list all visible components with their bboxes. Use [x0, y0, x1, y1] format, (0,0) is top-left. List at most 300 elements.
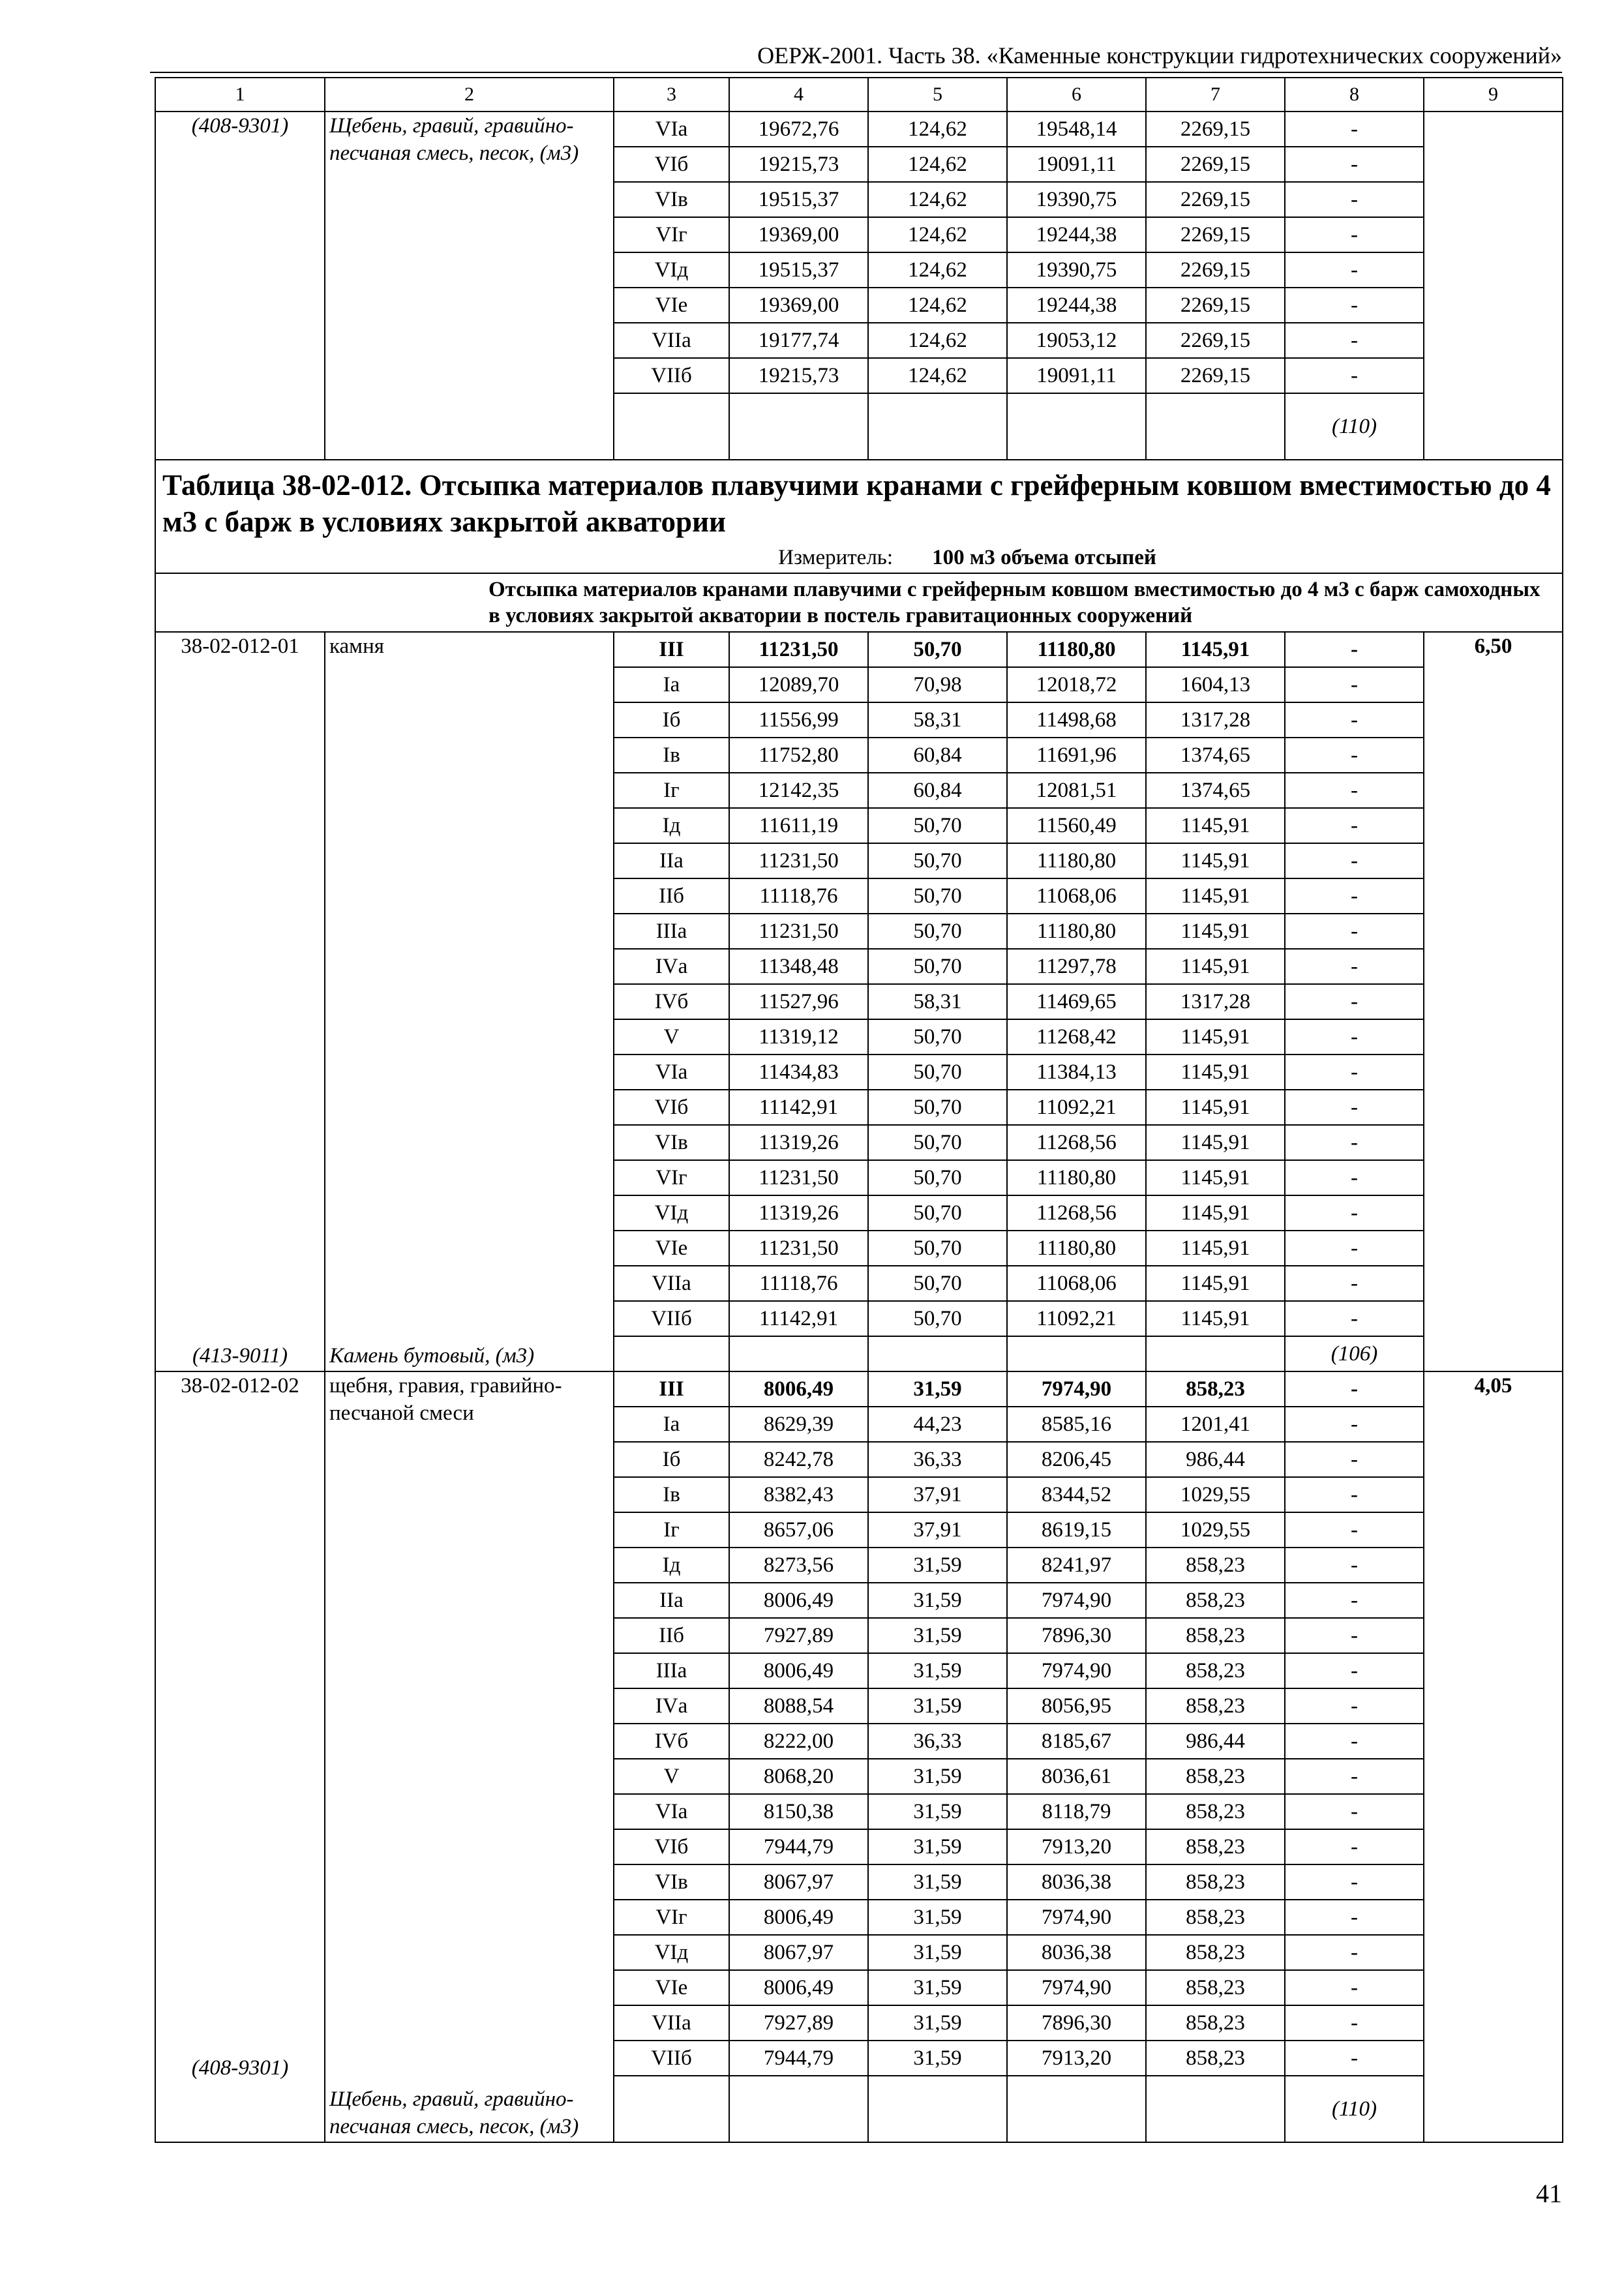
- value-cell: 1145,91: [1146, 1019, 1285, 1055]
- resource-qty: (110): [1285, 2076, 1424, 2142]
- empty-cell: [1007, 393, 1146, 460]
- value-cell: -: [1285, 1935, 1424, 1970]
- value-cell: 124,62: [868, 147, 1007, 182]
- value-cell: 36,33: [868, 1724, 1007, 1759]
- value-cell: 12089,70: [729, 667, 868, 702]
- value-cell: 858,23: [1146, 1548, 1285, 1583]
- rates-table: [155, 77, 1563, 2143]
- value-cell: -: [1285, 1231, 1424, 1266]
- value-cell: 11231,50: [729, 1160, 868, 1195]
- column-number: 3: [614, 78, 729, 112]
- value-cell: V: [614, 1759, 729, 1794]
- empty-cell: [729, 1336, 868, 1371]
- value-cell: 31,59: [868, 1864, 1007, 1900]
- value-cell: 19369,00: [729, 217, 868, 252]
- value-cell: -: [1285, 949, 1424, 984]
- value-cell: VIIа: [614, 1266, 729, 1301]
- value-cell: VIа: [614, 1055, 729, 1090]
- value-cell: VIв: [614, 182, 729, 217]
- table-row: [155, 112, 1563, 147]
- empty-cell: [1007, 2076, 1146, 2142]
- value-cell: 8068,20: [729, 1759, 868, 1794]
- value-cell: 50,70: [868, 843, 1007, 878]
- value-cell: 1145,91: [1146, 843, 1285, 878]
- value-cell: -: [1285, 1090, 1424, 1125]
- value-cell: -: [1285, 288, 1424, 323]
- value-cell: 858,23: [1146, 1688, 1285, 1724]
- value-cell: 8006,49: [729, 1970, 868, 2005]
- value-cell: 858,23: [1146, 1618, 1285, 1653]
- value-cell: -: [1285, 1900, 1424, 1935]
- value-cell: -: [1285, 702, 1424, 738]
- value-cell: 19672,76: [729, 112, 868, 147]
- value-cell: 11268,56: [1007, 1125, 1146, 1160]
- value-cell: 50,70: [868, 1055, 1007, 1090]
- value-cell: 50,70: [868, 949, 1007, 984]
- resource-name: Щебень, гравий, гравийно-песчаная смесь, песок, (м3): [329, 114, 579, 165]
- value-cell: -: [1285, 358, 1424, 393]
- value-cell: VIб: [614, 147, 729, 182]
- value-cell: 31,59: [868, 1794, 1007, 1829]
- col9-cell: 4,05: [1424, 1371, 1563, 2142]
- value-cell: 31,59: [868, 1618, 1007, 1653]
- value-cell: Iв: [614, 738, 729, 773]
- value-cell: 31,59: [868, 1935, 1007, 1970]
- value-cell: -: [1285, 1371, 1424, 1407]
- value-cell: -: [1285, 1266, 1424, 1301]
- value-cell: -: [1285, 1195, 1424, 1231]
- value-cell: -: [1285, 738, 1424, 773]
- value-cell: 8629,39: [729, 1407, 868, 1442]
- value-cell: 8150,38: [729, 1794, 868, 1829]
- value-cell: 2269,15: [1146, 288, 1285, 323]
- value-cell: 7913,20: [1007, 2041, 1146, 2076]
- value-cell: 50,70: [868, 1125, 1007, 1160]
- value-cell: 31,59: [868, 1829, 1007, 1864]
- value-cell: 31,59: [868, 2005, 1007, 2041]
- value-cell: 11556,99: [729, 702, 868, 738]
- value-cell: 1145,91: [1146, 1266, 1285, 1301]
- value-cell: 11231,50: [729, 632, 868, 667]
- value-cell: 858,23: [1146, 2041, 1285, 2076]
- value-cell: 31,59: [868, 1653, 1007, 1688]
- value-cell: 124,62: [868, 323, 1007, 358]
- value-cell: 12081,51: [1007, 773, 1146, 808]
- value-cell: IIб: [614, 878, 729, 914]
- value-cell: IIа: [614, 843, 729, 878]
- value-cell: 1145,91: [1146, 1301, 1285, 1336]
- measure-label: Измеритель:: [778, 546, 894, 569]
- value-cell: -: [1285, 1688, 1424, 1724]
- value-cell: 11691,96: [1007, 738, 1146, 773]
- value-cell: 12142,35: [729, 773, 868, 808]
- value-cell: 50,70: [868, 878, 1007, 914]
- value-cell: IIIа: [614, 914, 729, 949]
- page-number: 41: [1536, 2179, 1562, 2208]
- value-cell: 11752,80: [729, 738, 868, 773]
- empty-cell: [1146, 1336, 1285, 1371]
- value-cell: -: [1285, 1864, 1424, 1900]
- value-cell: -: [1285, 217, 1424, 252]
- value-cell: 8242,78: [729, 1442, 868, 1477]
- value-cell: 50,70: [868, 1195, 1007, 1231]
- value-cell: Iб: [614, 1442, 729, 1477]
- value-cell: 1029,55: [1146, 1477, 1285, 1512]
- value-cell: Iа: [614, 667, 729, 702]
- value-cell: 60,84: [868, 738, 1007, 773]
- value-cell: 1145,91: [1146, 808, 1285, 843]
- value-cell: 31,59: [868, 1970, 1007, 2005]
- value-cell: 11384,13: [1007, 1055, 1146, 1090]
- table-title-block: [155, 460, 1563, 632]
- value-cell: 11180,80: [1007, 1160, 1146, 1195]
- value-cell: 19215,73: [729, 147, 868, 182]
- value-cell: -: [1285, 1794, 1424, 1829]
- value-cell: 1029,55: [1146, 1512, 1285, 1548]
- value-cell: III: [614, 632, 729, 667]
- column-number: 5: [868, 78, 1007, 112]
- value-cell: 1145,91: [1146, 1195, 1285, 1231]
- column-number: 7: [1146, 78, 1285, 112]
- value-cell: V: [614, 1019, 729, 1055]
- value-cell: 8185,67: [1007, 1724, 1146, 1759]
- value-cell: 11142,91: [729, 1301, 868, 1336]
- empty-cell: [614, 1336, 729, 1371]
- value-cell: 12018,72: [1007, 667, 1146, 702]
- value-cell: -: [1285, 1759, 1424, 1794]
- value-cell: -: [1285, 914, 1424, 949]
- value-cell: 8067,97: [729, 1864, 868, 1900]
- value-cell: -: [1285, 1019, 1424, 1055]
- value-cell: 858,23: [1146, 1935, 1285, 1970]
- value-cell: 11297,78: [1007, 949, 1146, 984]
- value-cell: 50,70: [868, 632, 1007, 667]
- value-cell: VIа: [614, 112, 729, 147]
- column-number-row: [155, 78, 1563, 112]
- value-cell: 1145,91: [1146, 949, 1285, 984]
- value-cell: -: [1285, 1829, 1424, 1864]
- value-cell: 60,84: [868, 773, 1007, 808]
- value-cell: Iб: [614, 702, 729, 738]
- value-cell: 11319,26: [729, 1125, 868, 1160]
- value-cell: -: [1285, 1653, 1424, 1688]
- value-cell: VIд: [614, 1195, 729, 1231]
- value-cell: 11180,80: [1007, 843, 1146, 878]
- value-cell: 8056,95: [1007, 1688, 1146, 1724]
- name-cell: [325, 112, 614, 460]
- value-cell: 986,44: [1146, 1724, 1285, 1759]
- value-cell: 58,31: [868, 702, 1007, 738]
- value-cell: 11142,91: [729, 1090, 868, 1125]
- resource-name: Камень бутовый, (м3): [329, 1344, 535, 1368]
- value-cell: Iд: [614, 1548, 729, 1583]
- value-cell: 31,59: [868, 1548, 1007, 1583]
- value-cell: 2269,15: [1146, 182, 1285, 217]
- value-cell: 11611,19: [729, 808, 868, 843]
- value-cell: -: [1285, 632, 1424, 667]
- resource-code: (408-9301): [191, 114, 289, 138]
- value-cell: 1145,91: [1146, 632, 1285, 667]
- value-cell: VIд: [614, 252, 729, 288]
- code-cell: [155, 632, 325, 1371]
- value-cell: -: [1285, 1583, 1424, 1618]
- col9-cell: [1424, 112, 1563, 460]
- column-number: 1: [155, 78, 325, 112]
- value-cell: -: [1285, 1407, 1424, 1442]
- empty-cell: [868, 1336, 1007, 1371]
- value-cell: 19515,37: [729, 182, 868, 217]
- value-cell: IIIа: [614, 1653, 729, 1688]
- value-cell: -: [1285, 1442, 1424, 1477]
- value-cell: Iг: [614, 773, 729, 808]
- resource-qty: (106): [1285, 1336, 1424, 1371]
- value-cell: 19369,00: [729, 288, 868, 323]
- value-cell: -: [1285, 878, 1424, 914]
- resource-code: (413-9011): [192, 1344, 288, 1368]
- value-cell: -: [1285, 323, 1424, 358]
- value-cell: 50,70: [868, 808, 1007, 843]
- value-cell: 858,23: [1146, 1653, 1285, 1688]
- value-cell: 37,91: [868, 1512, 1007, 1548]
- value-cell: VIе: [614, 1231, 729, 1266]
- value-cell: 124,62: [868, 288, 1007, 323]
- value-cell: 124,62: [868, 358, 1007, 393]
- value-cell: 858,23: [1146, 1759, 1285, 1794]
- value-cell: -: [1285, 1548, 1424, 1583]
- value-cell: VIб: [614, 1090, 729, 1125]
- value-cell: IIб: [614, 1618, 729, 1653]
- code-cell: [155, 1371, 325, 2142]
- value-cell: -: [1285, 252, 1424, 288]
- value-cell: 1201,41: [1146, 1407, 1285, 1442]
- value-cell: 124,62: [868, 217, 1007, 252]
- value-cell: Iа: [614, 1407, 729, 1442]
- value-cell: 7927,89: [729, 2005, 868, 2041]
- value-cell: Iв: [614, 1477, 729, 1512]
- value-cell: 19548,14: [1007, 112, 1146, 147]
- value-cell: 124,62: [868, 182, 1007, 217]
- value-cell: 858,23: [1146, 1371, 1285, 1407]
- value-cell: 19244,38: [1007, 288, 1146, 323]
- value-cell: 50,70: [868, 1301, 1007, 1336]
- value-cell: 50,70: [868, 1019, 1007, 1055]
- value-cell: 11118,76: [729, 1266, 868, 1301]
- empty-cell: [614, 393, 729, 460]
- value-cell: 19091,11: [1007, 358, 1146, 393]
- value-cell: 44,23: [868, 1407, 1007, 1442]
- value-cell: 7974,90: [1007, 1653, 1146, 1688]
- empty-cell: [868, 2076, 1007, 2142]
- value-cell: 858,23: [1146, 1583, 1285, 1618]
- rate-name: камня: [329, 635, 384, 658]
- value-cell: 2269,15: [1146, 323, 1285, 358]
- measure-value: 100 м3 объема отсыпей: [932, 546, 1156, 569]
- empty-cell: [729, 2076, 868, 2142]
- value-cell: 11180,80: [1007, 914, 1146, 949]
- value-cell: 50,70: [868, 1231, 1007, 1266]
- value-cell: VIе: [614, 1970, 729, 2005]
- value-cell: 50,70: [868, 914, 1007, 949]
- rate-name: щебня, гравия, гравийно-песчаной смеси: [329, 1374, 562, 1425]
- value-cell: 19390,75: [1007, 182, 1146, 217]
- value-cell: 31,59: [868, 1688, 1007, 1724]
- column-number: 8: [1285, 78, 1424, 112]
- code-cell: [155, 112, 325, 460]
- value-cell: 8222,00: [729, 1724, 868, 1759]
- value-cell: 19091,11: [1007, 147, 1146, 182]
- value-cell: VIа: [614, 1794, 729, 1829]
- table-row: [155, 1371, 1563, 1407]
- value-cell: 1374,65: [1146, 773, 1285, 808]
- value-cell: 11319,12: [729, 1019, 868, 1055]
- value-cell: 8006,49: [729, 1900, 868, 1935]
- value-cell: -: [1285, 1477, 1424, 1512]
- value-cell: 11068,06: [1007, 1266, 1146, 1301]
- value-cell: 858,23: [1146, 1829, 1285, 1864]
- value-cell: IVа: [614, 1688, 729, 1724]
- empty-cell: [729, 393, 868, 460]
- value-cell: 11527,96: [729, 984, 868, 1019]
- value-cell: Iд: [614, 808, 729, 843]
- column-number: 9: [1424, 78, 1563, 112]
- value-cell: 11092,21: [1007, 1301, 1146, 1336]
- value-cell: -: [1285, 182, 1424, 217]
- value-cell: 8657,06: [729, 1512, 868, 1548]
- value-cell: 31,59: [868, 2041, 1007, 2076]
- value-cell: 8241,97: [1007, 1548, 1146, 1583]
- value-cell: VIIа: [614, 323, 729, 358]
- value-cell: 1604,13: [1146, 667, 1285, 702]
- name-cell: [325, 1371, 614, 2142]
- value-cell: 8036,61: [1007, 1759, 1146, 1794]
- value-cell: 7927,89: [729, 1618, 868, 1653]
- value-cell: 8206,45: [1007, 1442, 1146, 1477]
- value-cell: 8382,43: [729, 1477, 868, 1512]
- value-cell: 31,59: [868, 1900, 1007, 1935]
- col9-cell: 6,50: [1424, 632, 1563, 1371]
- value-cell: 7944,79: [729, 1829, 868, 1864]
- value-cell: 858,23: [1146, 1970, 1285, 2005]
- value-cell: IVб: [614, 1724, 729, 1759]
- table-row: [155, 632, 1563, 667]
- value-cell: -: [1285, 1055, 1424, 1090]
- value-cell: 7944,79: [729, 2041, 868, 2076]
- value-cell: 31,59: [868, 1583, 1007, 1618]
- empty-cell: [614, 2076, 729, 2142]
- value-cell: 7974,90: [1007, 1900, 1146, 1935]
- value-cell: 11092,21: [1007, 1090, 1146, 1125]
- value-cell: 50,70: [868, 1090, 1007, 1125]
- value-cell: Iг: [614, 1512, 729, 1548]
- value-cell: 124,62: [868, 112, 1007, 147]
- value-cell: 2269,15: [1146, 112, 1285, 147]
- value-cell: -: [1285, 773, 1424, 808]
- column-number: 6: [1007, 78, 1146, 112]
- value-cell: -: [1285, 1618, 1424, 1653]
- value-cell: VIIб: [614, 2041, 729, 2076]
- value-cell: VIIб: [614, 358, 729, 393]
- value-cell: -: [1285, 667, 1424, 702]
- value-cell: -: [1285, 2005, 1424, 2041]
- value-cell: VIг: [614, 1900, 729, 1935]
- table-subtitle: Отсыпка материалов кранами плавучими с грейферным ковшом вместимостью до 4 м3 с барж самоходных в условиях закрытой акватории в постель гравитационных сооружений: [156, 573, 1562, 631]
- value-cell: 8006,49: [729, 1653, 868, 1688]
- value-cell: VIд: [614, 1935, 729, 1970]
- column-number: 2: [325, 78, 614, 112]
- value-cell: 31,59: [868, 1759, 1007, 1794]
- value-cell: 1145,91: [1146, 914, 1285, 949]
- value-cell: IVа: [614, 949, 729, 984]
- value-cell: 7896,30: [1007, 1618, 1146, 1653]
- value-cell: VIв: [614, 1864, 729, 1900]
- column-number: 4: [729, 78, 868, 112]
- value-cell: 11498,68: [1007, 702, 1146, 738]
- value-cell: 1145,91: [1146, 1055, 1285, 1090]
- name-cell: [325, 632, 614, 1371]
- value-cell: 8006,49: [729, 1371, 868, 1407]
- value-cell: 31,59: [868, 1371, 1007, 1407]
- empty-cell: [1146, 393, 1285, 460]
- value-cell: 11231,50: [729, 914, 868, 949]
- value-cell: 7913,20: [1007, 1829, 1146, 1864]
- value-cell: 2269,15: [1146, 358, 1285, 393]
- value-cell: -: [1285, 1512, 1424, 1548]
- value-cell: VIIа: [614, 2005, 729, 2041]
- value-cell: 1145,91: [1146, 1090, 1285, 1125]
- rate-code: 38-02-012-02: [181, 1374, 299, 1398]
- empty-cell: [868, 393, 1007, 460]
- value-cell: 11268,42: [1007, 1019, 1146, 1055]
- value-cell: 1317,28: [1146, 702, 1285, 738]
- value-cell: -: [1285, 1724, 1424, 1759]
- value-cell: 19053,12: [1007, 323, 1146, 358]
- value-cell: 11180,80: [1007, 632, 1146, 667]
- value-cell: 2269,15: [1146, 147, 1285, 182]
- value-cell: VIе: [614, 288, 729, 323]
- value-cell: 1317,28: [1146, 984, 1285, 1019]
- value-cell: 11231,50: [729, 1231, 868, 1266]
- value-cell: 8344,52: [1007, 1477, 1146, 1512]
- table-title: Таблица 38-02-012. Отсыпка материалов плавучими кранами с грейферным ковшом вместимостью до 4 м3 с барж в условиях закрытой акватории: [162, 469, 1551, 538]
- value-cell: 858,23: [1146, 2005, 1285, 2041]
- value-cell: III: [614, 1371, 729, 1407]
- rate-code: 38-02-012-01: [181, 635, 299, 658]
- value-cell: 1145,91: [1146, 1160, 1285, 1195]
- value-cell: 2269,15: [1146, 252, 1285, 288]
- value-cell: 8118,79: [1007, 1794, 1146, 1829]
- value-cell: -: [1285, 1160, 1424, 1195]
- value-cell: -: [1285, 1301, 1424, 1336]
- value-cell: 50,70: [868, 1160, 1007, 1195]
- value-cell: 8006,49: [729, 1583, 868, 1618]
- value-cell: -: [1285, 843, 1424, 878]
- value-cell: -: [1285, 2041, 1424, 2076]
- value-cell: IVб: [614, 984, 729, 1019]
- value-cell: 19244,38: [1007, 217, 1146, 252]
- value-cell: 37,91: [868, 1477, 1007, 1512]
- value-cell: 858,23: [1146, 1794, 1285, 1829]
- measure-line: [156, 543, 1562, 573]
- value-cell: 19177,74: [729, 323, 868, 358]
- value-cell: 50,70: [868, 1266, 1007, 1301]
- value-cell: 11319,26: [729, 1195, 868, 1231]
- value-cell: -: [1285, 147, 1424, 182]
- value-cell: 11434,83: [729, 1055, 868, 1090]
- value-cell: 19515,37: [729, 252, 868, 288]
- value-cell: 2269,15: [1146, 217, 1285, 252]
- resource-qty: (110): [1285, 393, 1424, 460]
- value-cell: 11118,76: [729, 878, 868, 914]
